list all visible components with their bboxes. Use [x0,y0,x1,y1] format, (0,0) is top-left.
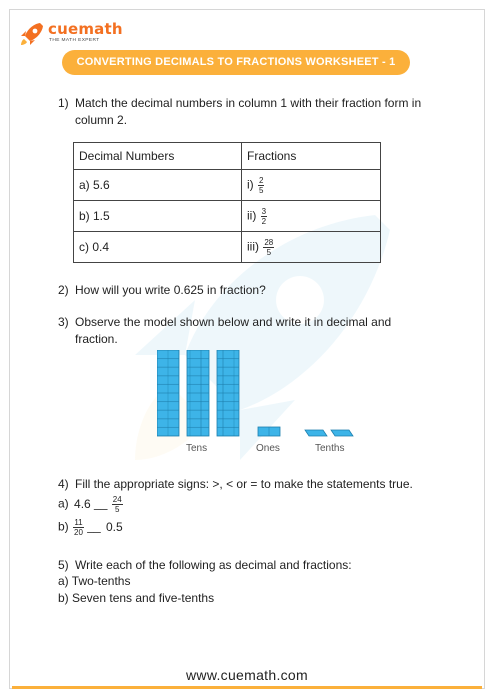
fraction-label: ii) [247,208,257,223]
fraction [112,495,123,514]
label-tens: Tens [186,443,208,454]
decimal-value: 0.5 [105,519,123,534]
table-header-row [74,143,381,170]
numerator: 11 [74,518,83,527]
worksheet-title: CONVERTING DECIMALS TO FRACTIONS WORKSHEET - 1 [62,50,410,75]
tens-rod-2 [187,350,209,436]
column-header-decimal: Decimal Numbers [74,143,242,170]
question-text-line1: Observe the model shown below and write it in decimal and [75,315,392,329]
fraction-cell [242,170,381,201]
base-ten-model [157,350,357,440]
question-text-line2: fraction. [75,332,118,346]
denominator: 2 [261,216,267,226]
part-label: b) [58,519,69,534]
ones-cube [258,427,280,436]
decimal-value: 4.6 [74,496,91,511]
denominator: 5 [259,185,264,195]
tenths-flat-2 [331,430,353,436]
question-number: 1) [58,96,69,110]
question-5b: b) Seven tens and five-tenths [58,591,215,605]
label-ones: Ones [256,443,280,454]
fraction-cell [242,201,381,232]
denominator: 20 [74,528,83,537]
question-text: Write each of the following as decimal and fractions: [75,558,352,572]
answer-blank[interactable]: __ [87,519,101,534]
table-row [74,201,381,232]
question-4a [58,495,123,514]
denominator: 5 [266,247,272,257]
question-text: How will you write 0.625 in fraction? [75,283,266,297]
fraction-label: iii) [247,239,259,254]
brand-name: cuemath [48,20,123,38]
fraction-label: i) [247,177,254,192]
answer-blank[interactable]: __ [94,496,108,511]
decimal-cell: c) 0.4 [74,232,242,263]
fraction [73,518,84,537]
table-row [74,232,381,263]
label-tenths: Tenths [315,443,345,454]
footer-divider [12,686,482,689]
rocket-icon [18,20,46,48]
question-number: 2) [58,283,69,297]
numerator: 3 [261,206,267,216]
tens-rod-3 [217,350,239,436]
question-number: 3) [58,315,69,329]
footer-url[interactable]: www.cuemath.com [186,667,308,683]
fraction [261,207,267,226]
question-text-line1: Match the decimal numbers in column 1 with their fraction form in [75,96,422,110]
part-label: a) [58,496,69,511]
numerator: 28 [264,237,274,247]
brand-tagline: THE MATH EXPERT [49,38,100,43]
fraction-cell [242,232,381,263]
question-number: 4) [58,477,69,491]
decimal-cell: a) 5.6 [74,170,242,201]
column-header-fractions: Fractions [242,143,381,170]
question-5a: a) Two-tenths [58,574,131,588]
numerator: 24 [112,495,122,504]
fraction [263,238,274,257]
tenths-flat-1 [305,430,327,436]
table-row [74,170,381,201]
denominator: 5 [114,505,120,514]
question-text: Fill the appropriate signs: >, < or = to make the statements true. [75,477,413,491]
tens-rod-1 [157,350,179,436]
matching-table [73,142,381,263]
question-number: 5) [58,558,69,572]
question-text-line2: column 2. [75,113,128,127]
decimal-cell: b) 1.5 [74,201,242,232]
question-4b [58,518,123,537]
numerator: 2 [259,175,264,185]
fraction [258,176,264,195]
